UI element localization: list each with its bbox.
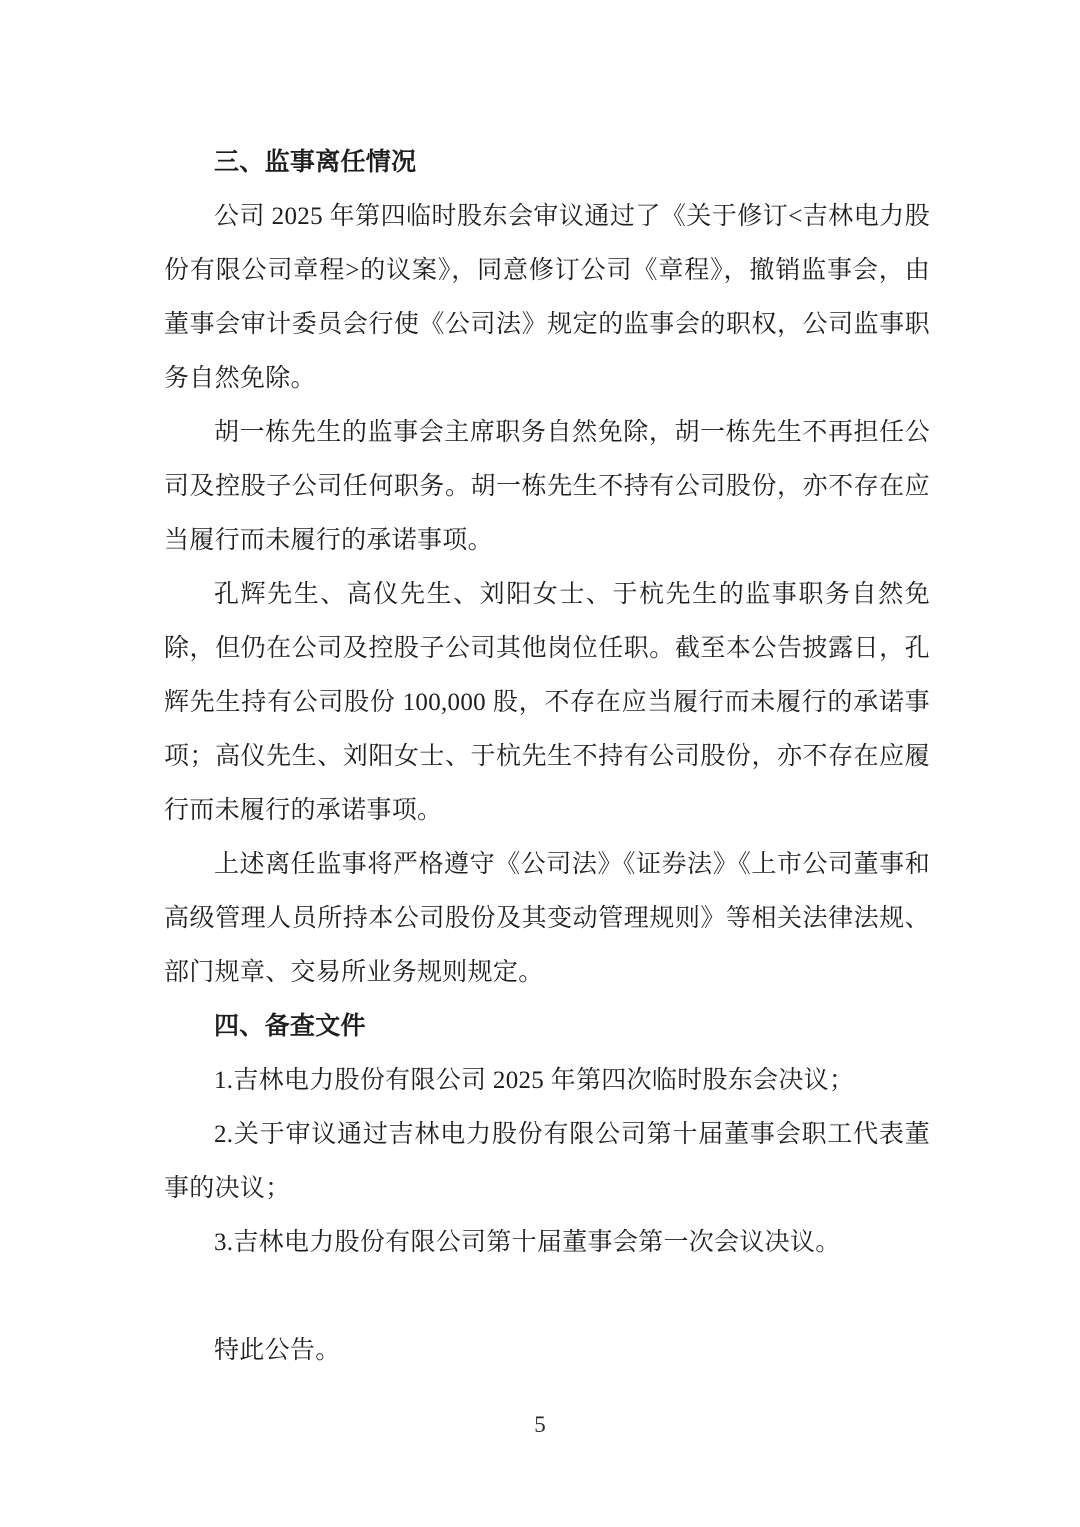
- paragraph-other-supervisors: 孔辉先生、高仪先生、刘阳女士、于杭先生的监事职务自然免除，但仍在公司及控股子公司其他岗位任职。截至本公告披露日，孔辉先生持有公司股份 100,000 股，不存在应当履行而未履行的承诺事项；高仪先生、刘阳女士、于杭先生不持有公司股份，亦不存在应履行而未履行的承诺事项。: [164, 581, 930, 824]
- section-heading-supervisor-departure: 三、监事离任情况: [214, 149, 417, 176]
- closing-statement: 特此公告。: [214, 1337, 341, 1364]
- paragraph-charter-amendment: 公司 2025 年第四临时股东会审议通过了《关于修订<吉林电力股份有限公司章程>的议案》，同意修订公司《章程》，撤销监事会，由董事会审计委员会行使《公司法》规定的监事会的职权，公司监事职务自然免除。: [164, 203, 930, 392]
- page-number: 5: [534, 1412, 546, 1437]
- document-list-item-1: 1.吉林电力股份有限公司 2025 年第四次临时股东会决议；: [214, 1067, 855, 1094]
- document-list-item-2: 2.关于审议通过吉林电力股份有限公司第十届董事会职工代表董事的决议；: [164, 1121, 930, 1202]
- section-heading-reference-documents: 四、备查文件: [214, 1013, 366, 1040]
- paragraph-compliance: 上述离任监事将严格遵守《公司法》《证券法》《上市公司董事和高级管理人员所持本公司股份及其变动管理规则》等相关法律法规、部门规章、交易所业务规则规定。: [164, 851, 930, 986]
- paragraph-hu-yidong: 胡一栋先生的监事会主席职务自然免除，胡一栋先生不再担任公司及控股子公司任何职务。胡一栋先生不持有公司股份，亦不存在应当履行而未履行的承诺事项。: [164, 419, 930, 554]
- document-list-item-3: 3.吉林电力股份有限公司第十届董事会第一次会议决议。: [214, 1229, 841, 1256]
